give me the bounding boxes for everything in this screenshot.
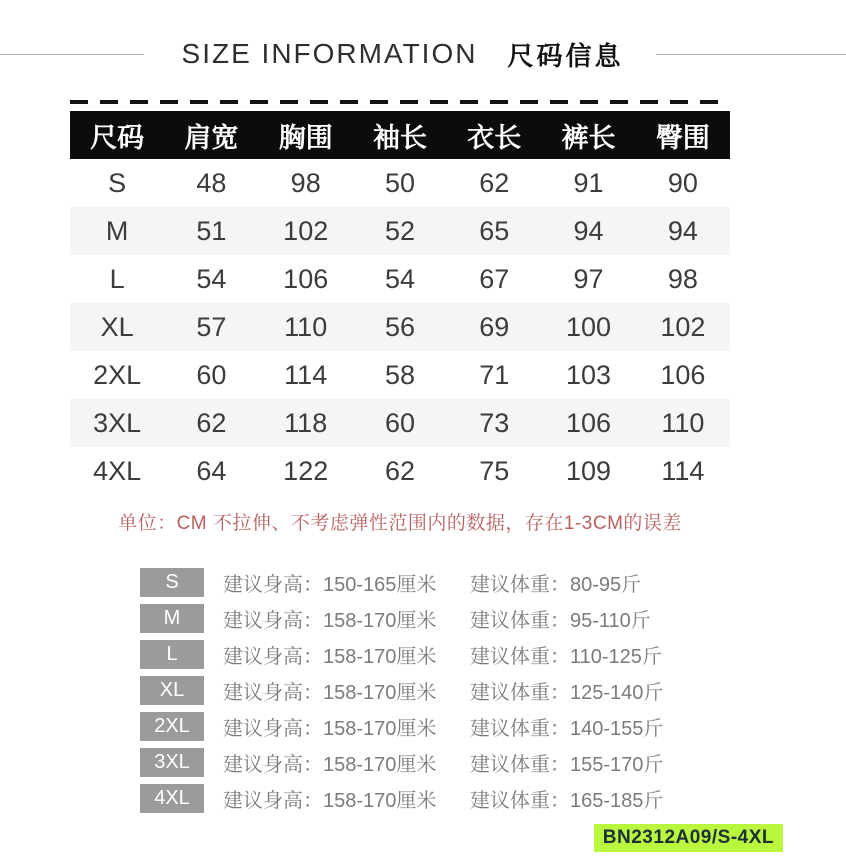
table-cell: 114 xyxy=(284,359,328,390)
weight-recommendation: 建议体重：140-155斤 xyxy=(470,718,664,740)
table-cell: 100 xyxy=(566,311,612,342)
table-cell: 118 xyxy=(284,407,328,438)
table-cell: 94 xyxy=(573,215,604,246)
table-cell: 106 xyxy=(566,407,612,438)
size-badge: 4XL xyxy=(140,784,204,813)
table-cell: 94 xyxy=(667,215,698,246)
table-row xyxy=(70,447,730,495)
size-table xyxy=(70,111,730,495)
recommendation-row xyxy=(0,640,800,669)
recommendation-row xyxy=(0,784,800,813)
table-cell: 56 xyxy=(384,311,415,342)
height-recommendation: 建议身高：158-170厘米 xyxy=(223,682,437,704)
weight-recommendation: 建议体重：80-95斤 xyxy=(470,574,642,596)
table-cell: 75 xyxy=(479,455,510,486)
table-cell: 109 xyxy=(566,455,612,486)
table-cell: 58 xyxy=(384,359,415,390)
table-row xyxy=(70,399,730,447)
dashed-decoration xyxy=(70,100,730,104)
page-title-english: SIZE INFORMATION xyxy=(181,38,478,69)
size-badge: XL xyxy=(140,676,204,705)
table-cell: 62 xyxy=(384,455,415,486)
column-header: 尺码 xyxy=(70,111,164,159)
height-recommendation: 建议身高：158-170厘米 xyxy=(223,718,437,740)
table-cell: 106 xyxy=(660,359,706,390)
table-cell: 4XL xyxy=(93,455,142,486)
table-cell: 90 xyxy=(667,167,698,198)
weight-recommendation: 建议体重：165-185斤 xyxy=(470,790,664,812)
table-cell: 73 xyxy=(479,407,510,438)
table-cell: 52 xyxy=(384,215,415,246)
table-cell: 122 xyxy=(283,455,329,486)
size-info-page xyxy=(0,38,800,848)
recommendation-row xyxy=(0,676,800,705)
table-cell: 91 xyxy=(573,167,604,198)
size-badge: 3XL xyxy=(140,748,204,777)
height-recommendation: 建议身高：158-170厘米 xyxy=(223,610,437,632)
table-row xyxy=(70,303,730,351)
table-cell: S xyxy=(108,167,127,198)
column-header: 袖长 xyxy=(353,111,447,159)
height-recommendation: 建议身高：150-165厘米 xyxy=(223,574,437,596)
table-row xyxy=(70,207,730,255)
table-cell: 106 xyxy=(283,263,329,294)
recommendation-row xyxy=(0,568,800,597)
table-cell: 62 xyxy=(196,407,227,438)
recommendation-row xyxy=(0,748,800,777)
page-title-chinese: 尺码信息 xyxy=(507,40,624,71)
table-cell: 114 xyxy=(661,455,705,486)
table-row xyxy=(70,255,730,303)
height-recommendation: 建议身高：158-170厘米 xyxy=(223,646,437,668)
size-table-section xyxy=(70,100,730,495)
weight-recommendation: 建议体重：95-110斤 xyxy=(470,610,651,632)
table-header-row xyxy=(70,111,730,159)
table-cell: 60 xyxy=(384,407,415,438)
table-cell: 62 xyxy=(479,167,510,198)
table-cell: 54 xyxy=(196,263,227,294)
size-badge: M xyxy=(140,604,204,633)
column-header: 肩宽 xyxy=(164,111,258,159)
recommendations-section xyxy=(0,568,800,813)
table-cell: 98 xyxy=(667,263,698,294)
table-cell: 51 xyxy=(196,215,227,246)
weight-recommendation: 建议体重：125-140斤 xyxy=(470,682,664,704)
table-cell: 60 xyxy=(196,359,227,390)
height-recommendation: 建议身高：158-170厘米 xyxy=(223,790,437,812)
divider-line-left xyxy=(0,54,144,55)
table-cell: 110 xyxy=(661,407,705,438)
column-header: 臀围 xyxy=(636,111,730,159)
weight-recommendation: 建议体重：155-170斤 xyxy=(470,754,664,776)
table-cell: 54 xyxy=(384,263,415,294)
size-badge: L xyxy=(140,640,204,669)
page-header xyxy=(0,38,800,70)
table-cell: 64 xyxy=(196,455,227,486)
column-header: 衣长 xyxy=(447,111,541,159)
table-cell: 3XL xyxy=(93,407,142,438)
column-header: 胸围 xyxy=(259,111,353,159)
sku-badge: BN2312A09/S-4XL xyxy=(594,824,783,852)
table-cell: 50 xyxy=(384,167,415,198)
size-badge: 2XL xyxy=(140,712,204,741)
table-cell: 102 xyxy=(660,311,706,342)
table-cell: 102 xyxy=(283,215,329,246)
divider-line-right xyxy=(656,54,846,55)
table-cell: 2XL xyxy=(93,359,142,390)
table-cell: 48 xyxy=(196,167,227,198)
recommendation-row xyxy=(0,712,800,741)
table-cell: 110 xyxy=(284,311,328,342)
recommendation-row xyxy=(0,604,800,633)
table-cell: XL xyxy=(100,311,134,342)
table-row xyxy=(70,351,730,399)
table-cell: M xyxy=(105,215,129,246)
table-cell: 98 xyxy=(290,167,321,198)
weight-recommendation: 建议体重：110-125斤 xyxy=(470,646,662,668)
table-cell: 65 xyxy=(479,215,510,246)
table-cell: 69 xyxy=(479,311,510,342)
table-cell: 57 xyxy=(196,311,227,342)
table-row xyxy=(70,159,730,207)
measurement-note: 单位：CM 不拉伸、不考虑弹性范围内的数据，存在1-3CM的误差 xyxy=(118,513,682,534)
table-cell: 103 xyxy=(566,359,612,390)
table-cell: L xyxy=(109,263,125,294)
table-cell: 67 xyxy=(479,263,510,294)
height-recommendation: 建议身高：158-170厘米 xyxy=(223,754,437,776)
table-cell: 97 xyxy=(573,263,604,294)
size-badge: S xyxy=(140,568,204,597)
table-cell: 71 xyxy=(479,359,510,390)
column-header: 裤长 xyxy=(541,111,635,159)
